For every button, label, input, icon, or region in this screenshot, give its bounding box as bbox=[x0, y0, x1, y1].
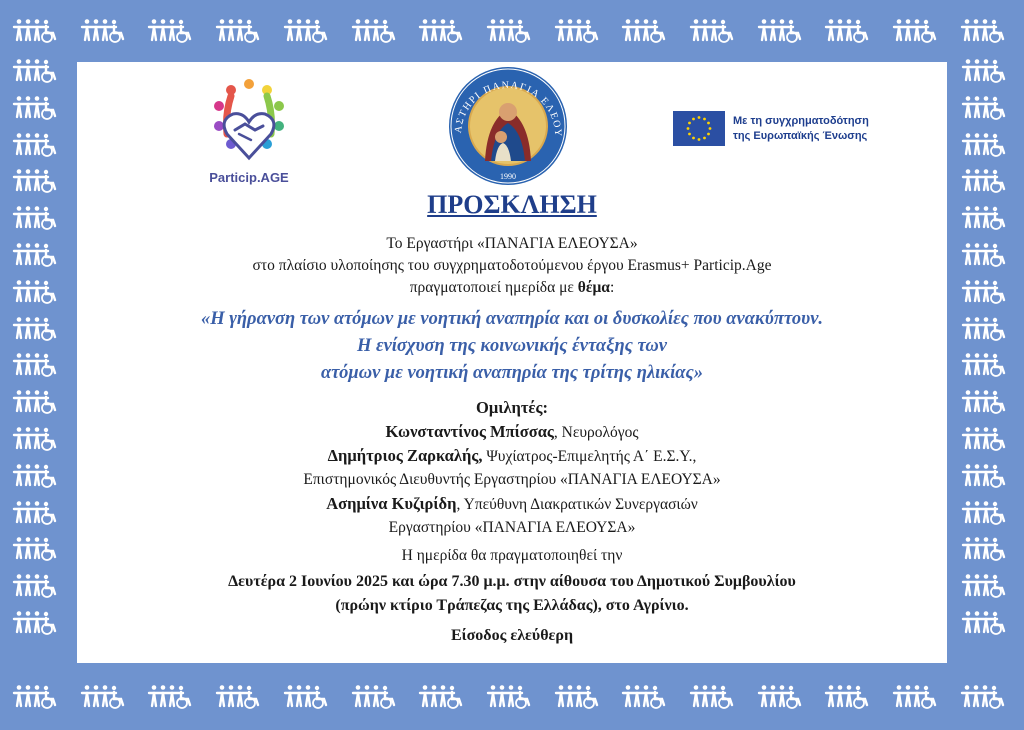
seal-ring-text: ΑΣΤΗΡΙ ΠΑΝΑΓΙΑ ΕΛΕΟΥ bbox=[452, 79, 564, 138]
eu-flag-icon bbox=[673, 111, 725, 146]
theme-word: θέμα bbox=[577, 279, 610, 296]
event-when: Δευτέρα 2 Ιουνίου 2025 και ώρα 7.30 μ.μ. στην αίθουσα του Δημοτικού Συμβουλίου bbox=[228, 573, 796, 590]
handshake-heart-icon bbox=[197, 74, 301, 166]
invitation-card bbox=[77, 62, 947, 663]
people-with-wheelchair-icon bbox=[353, 19, 394, 42]
people-with-wheelchair-icon bbox=[963, 280, 1004, 303]
speaker-3-role-line2: Εργαστηρίου «ΠΑΝΑΓΙΑ ΕΛΕΟΥΣΑ» bbox=[388, 519, 636, 536]
intro-line-3-pre: πραγματοποιεί ημερίδα με bbox=[409, 279, 578, 296]
people-with-wheelchair-icon bbox=[963, 96, 1004, 119]
people-with-wheelchair-icon bbox=[963, 169, 1004, 192]
people-with-wheelchair-icon bbox=[556, 685, 597, 708]
people-with-wheelchair-icon bbox=[556, 19, 597, 42]
people-with-wheelchair-icon bbox=[963, 390, 1004, 413]
speaker-2-role-line2: Επιστημονικός Διευθυντής Εργαστηρίου «ΠΑΝΑΓΙΑ ΕΛΕΟΥΣΑ» bbox=[303, 471, 721, 488]
people-with-wheelchair-icon bbox=[14, 353, 55, 376]
people-with-wheelchair-icon bbox=[285, 685, 326, 708]
theme-line-2: Η ενίσχυση της κοινωνικής ένταξης των bbox=[356, 336, 668, 356]
speaker-1 bbox=[77, 422, 947, 443]
people-with-wheelchair-icon bbox=[623, 19, 664, 42]
intro-line-3 bbox=[77, 278, 947, 298]
participage-logo-text: Particip.AGE bbox=[209, 170, 289, 185]
people-with-wheelchair-icon bbox=[285, 19, 326, 42]
people-with-wheelchair-icon bbox=[963, 537, 1004, 560]
people-with-wheelchair-icon bbox=[963, 464, 1004, 487]
people-with-wheelchair-icon bbox=[14, 574, 55, 597]
people-with-wheelchair-icon bbox=[14, 685, 55, 708]
eu-cofunding-line2: της Ευρωπαϊκής Ένωσης bbox=[733, 130, 868, 142]
intro-line-2: στο πλαίσιο υλοποίησης του συγχρηματοδοτούμενου έργου Erasmus+ Particip.Age bbox=[252, 257, 772, 274]
seal-year-text: 1990 bbox=[500, 172, 516, 181]
event-where: (πρώην κτίριο Τράπεζας της Ελλάδας), στο Αγρίνιο. bbox=[335, 597, 689, 614]
people-with-wheelchair-icon bbox=[826, 19, 867, 42]
people-with-wheelchair-icon bbox=[894, 685, 935, 708]
people-with-wheelchair-icon bbox=[420, 19, 461, 42]
speaker-2-role: Ψυχίατρος-Επιμελητής Α΄ Ε.Σ.Υ., bbox=[482, 448, 697, 465]
people-with-wheelchair-icon bbox=[14, 537, 55, 560]
people-with-wheelchair-icon bbox=[353, 685, 394, 708]
people-with-wheelchair-icon bbox=[759, 19, 800, 42]
people-with-wheelchair-icon bbox=[14, 464, 55, 487]
eu-cofunding-line1: Με τη συγχρηματοδότηση bbox=[733, 115, 869, 127]
seal-logo bbox=[447, 65, 569, 187]
people-with-wheelchair-icon bbox=[963, 611, 1004, 634]
speakers-heading: Ομιλητές: bbox=[476, 398, 548, 417]
virgin-mary-seal-icon bbox=[447, 65, 569, 187]
people-with-wheelchair-icon bbox=[826, 685, 867, 708]
people-with-wheelchair-icon bbox=[14, 19, 55, 42]
speaker-2-name: Δημήτριος Ζαρκαλής, bbox=[327, 446, 483, 465]
people-with-wheelchair-icon bbox=[963, 206, 1004, 229]
people-with-wheelchair-icon bbox=[14, 169, 55, 192]
people-with-wheelchair-icon bbox=[14, 59, 55, 82]
people-with-wheelchair-icon bbox=[14, 280, 55, 303]
people-with-wheelchair-icon bbox=[14, 206, 55, 229]
people-with-wheelchair-icon bbox=[149, 685, 190, 708]
people-with-wheelchair-icon bbox=[420, 685, 461, 708]
people-with-wheelchair-icon bbox=[962, 685, 1003, 708]
speaker-1-role: , Νευρολόγος bbox=[553, 424, 639, 441]
people-with-wheelchair-icon bbox=[962, 19, 1003, 42]
invitation-title: ΠΡΟΣΚΛΗΣΗ bbox=[427, 190, 597, 219]
people-with-wheelchair-icon bbox=[14, 390, 55, 413]
people-with-wheelchair-icon bbox=[963, 59, 1004, 82]
speaker-3 bbox=[77, 494, 947, 515]
people-with-wheelchair-icon bbox=[82, 685, 123, 708]
speaker-1-name: Κωνσταντίνος Μπίσσας bbox=[385, 422, 554, 441]
people-with-wheelchair-icon bbox=[963, 317, 1004, 340]
people-with-wheelchair-icon bbox=[82, 19, 123, 42]
people-with-wheelchair-icon bbox=[963, 243, 1004, 266]
theme-line-1: «Η γήρανση των ατόμων με νοητική αναπηρία και οι δυσκολίες που ανακύπτουν. bbox=[200, 309, 824, 329]
people-with-wheelchair-icon bbox=[14, 96, 55, 119]
people-with-wheelchair-icon bbox=[894, 19, 935, 42]
people-with-wheelchair-icon bbox=[488, 19, 529, 42]
eu-cofunding-logo bbox=[673, 111, 903, 149]
intro-line-3-post: : bbox=[609, 279, 615, 296]
speaker-3-role: , Υπεύθυνη Διακρατικών Συνεργασιών bbox=[456, 496, 698, 513]
people-with-wheelchair-icon bbox=[963, 427, 1004, 450]
people-with-wheelchair-icon bbox=[14, 133, 55, 156]
intro-line-1: Το Εργαστήρι «ΠΑΝΑΓΙΑ ΕΛΕΟΥΣΑ» bbox=[386, 235, 638, 252]
people-with-wheelchair-icon bbox=[217, 685, 258, 708]
people-with-wheelchair-icon bbox=[963, 574, 1004, 597]
people-with-wheelchair-icon bbox=[488, 685, 529, 708]
people-with-wheelchair-icon bbox=[623, 685, 664, 708]
people-with-wheelchair-icon bbox=[963, 353, 1004, 376]
speaker-2 bbox=[77, 446, 947, 467]
people-with-wheelchair-icon bbox=[14, 317, 55, 340]
people-with-wheelchair-icon bbox=[217, 19, 258, 42]
participage-logo bbox=[197, 74, 301, 192]
speaker-3-name: Ασημίνα Κυζιρίδη bbox=[326, 494, 457, 513]
people-with-wheelchair-icon bbox=[691, 685, 732, 708]
people-with-wheelchair-icon bbox=[149, 19, 190, 42]
people-with-wheelchair-icon bbox=[14, 243, 55, 266]
free-entry: Είσοδος ελεύθερη bbox=[450, 627, 574, 644]
people-with-wheelchair-icon bbox=[963, 501, 1004, 524]
people-with-wheelchair-icon bbox=[691, 19, 732, 42]
event-intro: Η ημερίδα θα πραγματοποιηθεί την bbox=[401, 547, 623, 564]
theme-line-3: ατόμων με νοητική αναπηρία της τρίτης ηλικίας» bbox=[321, 363, 703, 383]
people-with-wheelchair-icon bbox=[14, 501, 55, 524]
people-with-wheelchair-icon bbox=[963, 133, 1004, 156]
people-with-wheelchair-icon bbox=[759, 685, 800, 708]
people-with-wheelchair-icon bbox=[14, 611, 55, 634]
people-with-wheelchair-icon bbox=[14, 427, 55, 450]
